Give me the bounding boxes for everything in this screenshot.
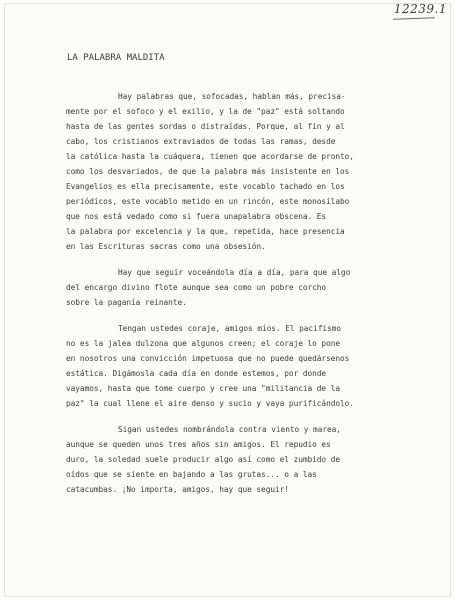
document-title: LA PALABRA MALDITA [67,53,165,63]
paragraph-3-line-5: vayamos, hasta que tome cuerpo y cree una "militancia de la [66,384,341,393]
paragraph-1-line-11: en las Escrituras sacras como una obsesión. [66,242,266,251]
paragraph-3-line-4: estática. Digámosla cada día en donde estemos, por donde [66,369,327,378]
paragraph-1-line-3: hasta de las gentes sordas o distraídas. Porque, al fin y al [66,122,345,131]
paragraph-4-line-5: catacumbas. ¡No importa, amigos, hay que seguir! [66,485,289,494]
paragraph-1-line-1: Hay palabras que, sofocadas, hablan más, precisa- [118,92,346,101]
paragraph-4-line-1: Sigan ustedes nombrándola contra viento y marea, [118,425,341,434]
paragraph-4-line-2: aunque se queden unos tres años sin amigos. El repudio es [66,440,331,449]
paragraph-1-line-5: la católica hasta la cuáquera, tienen que acordarse de pronto, [66,152,354,161]
paragraph-1-line-2: mente por el sofoco y el exilio, y la de "paz" está soltando [66,107,345,116]
paragraph-3-line-6: paz" la cual llene el aire denso y sucio y vaya purificándolo. [66,399,354,408]
paragraph-4-line-4: oídos que se siente en bajando a las grutas... o a las [66,470,317,479]
paragraph-2-line-2: del encargo divino flote aunque sea como un pobre corcho [66,283,327,292]
paragraph-1-line-9: que nos está vedado como si fuera unapalabra obscena. Es [66,212,327,221]
paragraph-3-line-3: en nosotros una convicción impetuosa que no puede quedársenos [66,354,350,363]
paragraph-1-line-4: cabo, los cristianos extraviados de todas las ramas, desde [66,137,336,146]
paragraph-4-line-3: duro, la soledad suele producir algo así como el zumbido de [66,455,341,464]
paragraph-2-line-3: sobre la paganía reinante. [66,298,187,307]
paragraph-1-line-6: como los desvariados, de que la palabra más insistente en los [66,167,350,176]
paragraph-1-line-7: Evangelios es ella precisamente, este vocablo tachado en los [66,182,345,191]
handwritten-reference-number: 12239.1 [393,2,447,16]
paragraph-3-line-2: no es la jalea dulzona que algunos creen; el coraje lo pone [66,339,341,348]
paragraph-2-line-1: Hay que seguir voceándola día a día, para que algo [118,268,351,277]
paragraph-1-line-8: periódicos, este vocablo metido en un rincón, este monosílabo [66,197,350,206]
paragraph-3-line-1: Tengan ustedes coraje, amigos míos. El pacifismo [118,324,341,333]
paragraph-1-line-10: la palabra por excelencia y la que, repetida, hace presencia [66,227,345,236]
